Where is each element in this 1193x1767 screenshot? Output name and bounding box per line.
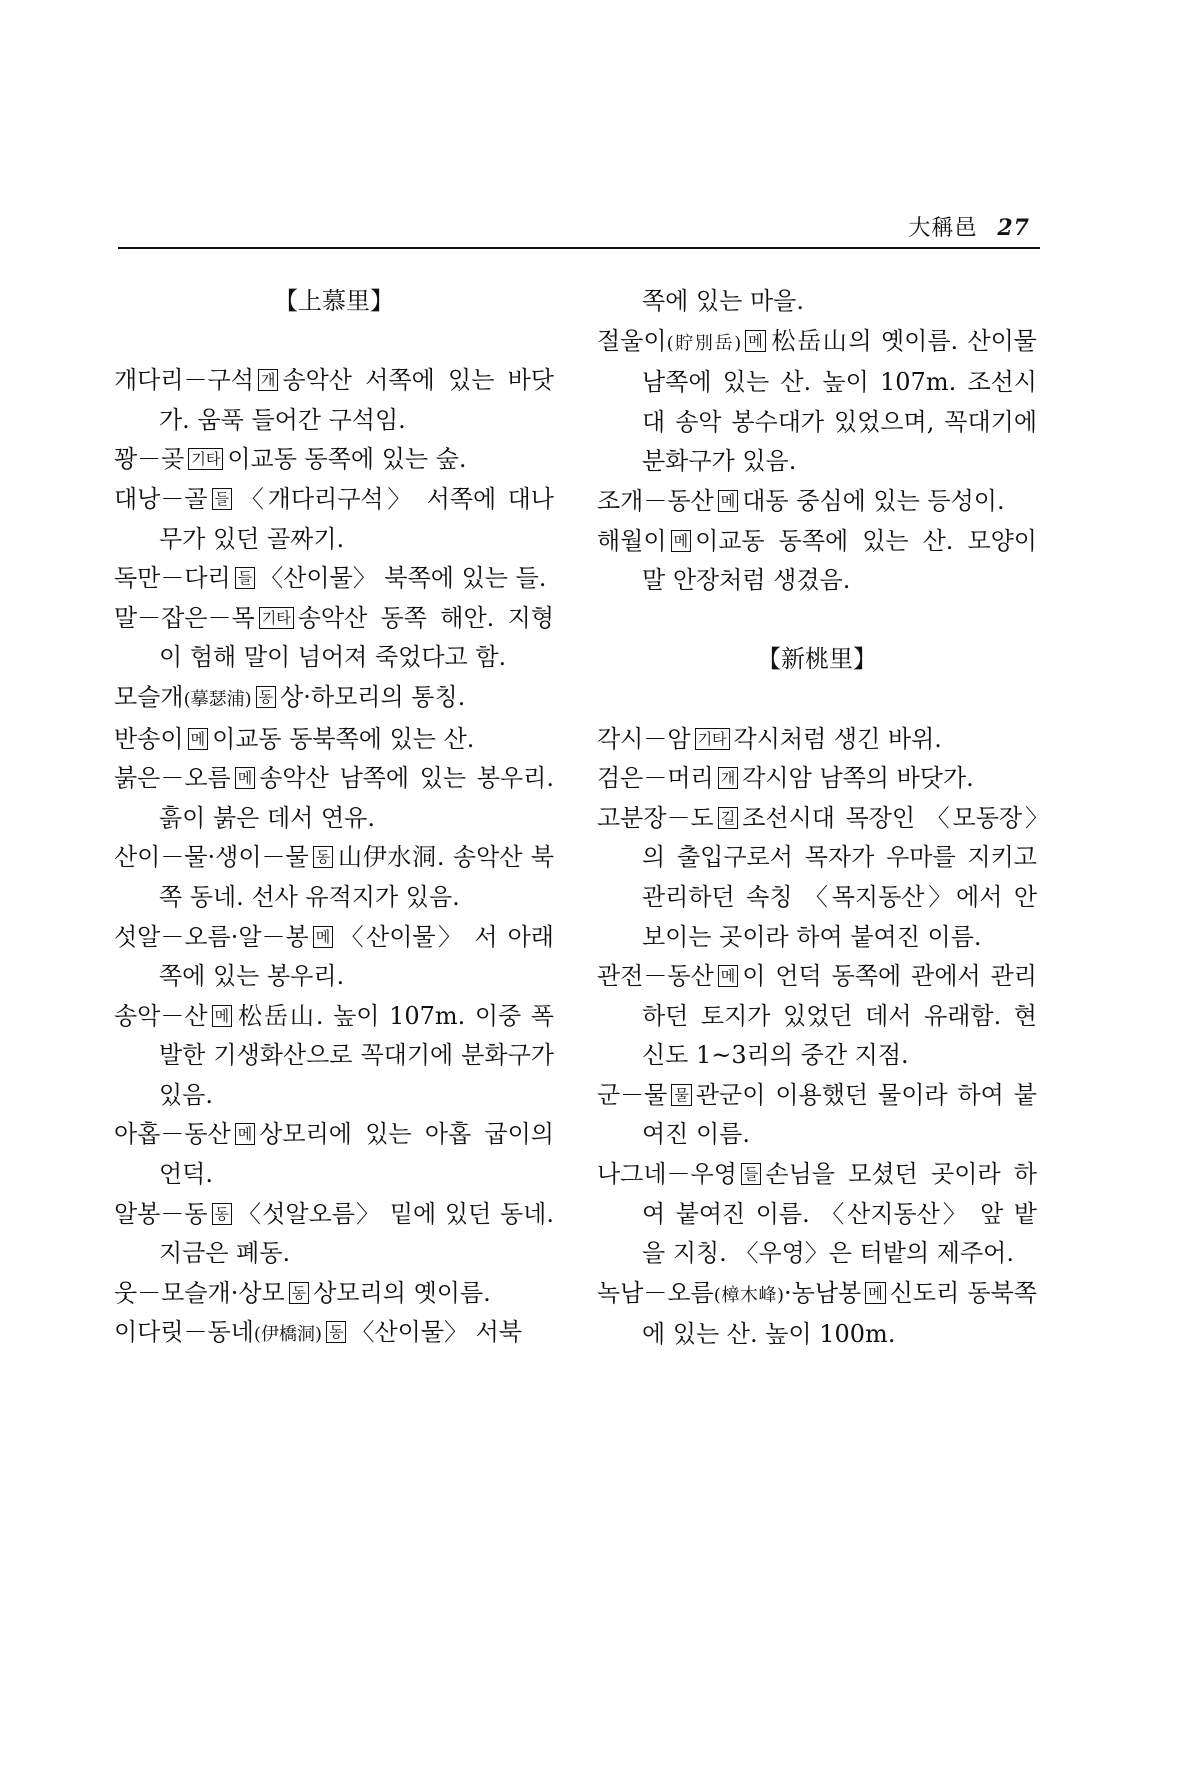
category-tag: 동 — [256, 686, 277, 708]
entry-hanja: (樟木峰) — [713, 1284, 785, 1306]
entry-headword: 조개－동산 — [597, 486, 714, 515]
gazetteer-entry — [597, 1076, 1037, 1155]
right-entry-list-bottom — [597, 720, 1037, 1356]
gazetteer-entry — [114, 918, 554, 997]
entry-hanja: (貯別岳) — [666, 332, 742, 354]
gazetteer-entry — [597, 759, 1037, 799]
entry-headword: 대낭－골 — [114, 484, 208, 513]
entry-description: 손님을 모셨던 곳이라 하여 붙여진 이름. 〈산지동산〉 앞 밭을 지칭. 〈우영〉은 터밭의 제주어. — [642, 1160, 1037, 1268]
spacer — [114, 322, 554, 362]
entry-headword: 독만－다리 — [114, 564, 231, 593]
category-tag: 들 — [741, 1163, 762, 1185]
gazetteer-entry — [114, 361, 554, 440]
gazetteer-entry — [114, 480, 554, 559]
category-tag: 동 — [212, 1203, 233, 1225]
entry-headword: 아홉－동산 — [114, 1120, 231, 1149]
continued-entry-text: 쪽에 있는 마을. — [642, 287, 804, 315]
section-title-sangmo: 【上慕里】 — [274, 287, 394, 315]
entry-description: 〈섯알오름〉 밑에 있던 동네. 지금은 폐동. — [159, 1199, 554, 1268]
gazetteer-entry — [597, 522, 1037, 601]
gazetteer-entry — [114, 678, 554, 720]
category-tag: 동 — [313, 846, 334, 868]
gazetteer-entry — [597, 1274, 1037, 1355]
category-tag: 메 — [745, 330, 766, 352]
gazetteer-entry — [114, 1274, 554, 1314]
entry-description: 이 언덕 동쪽에 관에서 관리하던 토지가 있었던 데서 유래함. 현 신도 1~3리의 중간 지점. — [642, 962, 1037, 1070]
gazetteer-entry — [114, 838, 554, 917]
category-tag: 메 — [313, 926, 334, 948]
entry-description: 〈산이물〉 북쪽에 있는 들. — [259, 564, 547, 593]
entry-description: 송악산 동쪽 해안. 지형이 험해 말이 넘어져 죽었다고 함. — [159, 603, 554, 672]
gazetteer-entry — [114, 559, 554, 599]
entry-description: 山伊水洞. 송악산 북쪽 동네. 선사 유적지가 있음. — [159, 843, 554, 911]
left-entry-list — [114, 361, 554, 1355]
entry-headword: 알봉－동 — [114, 1199, 208, 1228]
gazetteer-entry — [114, 997, 554, 1116]
entry-description: 신도리 동북쪽에 있는 산. 높이 100m. — [642, 1278, 1038, 1349]
category-tag: 물 — [671, 1084, 692, 1106]
gazetteer-entry — [597, 799, 1037, 957]
entry-description: 상모리에 있는 아홉 굽이의 언덕. — [159, 1120, 554, 1189]
page-header — [118, 205, 1040, 249]
entry-hanja: (伊橋洞) — [253, 1324, 322, 1346]
entry-description: 〈개다리구석〉 서쪽에 대나무가 있던 골짜기. — [159, 484, 554, 553]
entry-description: 송악산 남쪽에 있는 봉우리. 흙이 붉은 데서 연유. — [159, 764, 554, 832]
entry-headword: 섯알－오름·알－봉 — [114, 922, 309, 951]
gazetteer-entry — [597, 1155, 1037, 1274]
entry-description: 이교동 동쪽에 있는 산. 모양이 말 안장처럼 생겼음. — [642, 526, 1037, 595]
entry-description: 〈산이물〉 서북 — [350, 1318, 523, 1347]
entry-headword: 관전－동산 — [597, 962, 714, 991]
gazetteer-entry — [114, 720, 554, 760]
entry-headword: 해월이 — [597, 526, 667, 555]
category-tag: 메 — [671, 530, 692, 552]
entry-description: 松岳山. 높이 107m. 이중 폭발한 기생화산으로 꼭대기에 분화구가 있음. — [159, 1001, 554, 1109]
running-header — [908, 211, 1030, 242]
entry-headword: 산이－물·생이－물 — [114, 843, 309, 872]
entry-headword: 군－물 — [597, 1080, 668, 1109]
category-tag: 메 — [718, 965, 739, 987]
entry-headword: 고분장－도 — [597, 803, 714, 832]
gazetteer-entry — [597, 720, 1037, 760]
category-tag: 메 — [865, 1282, 886, 1304]
entry-headword: 반송이 — [114, 724, 184, 753]
category-tag: 길 — [718, 807, 739, 829]
entry-headword: 꽝－곶 — [114, 445, 185, 474]
entry-description: 조선시대 목장인 〈모동장〉의 출입구로서 목자가 우마를 지키고 관리하던 속칭 〈목지동산〉에서 안 보이는 곳이라 하여 붙여진 이름. — [642, 803, 1037, 951]
entry-description: 각시암 남쪽의 바닷가. — [742, 764, 974, 793]
entry-headword: 녹남－오름 — [597, 1278, 714, 1307]
entry-headword: 개다리－구석 — [114, 366, 254, 395]
entry-headword: 절울이 — [597, 326, 667, 355]
gazetteer-entry — [114, 440, 554, 480]
entry-description: 송악산 서쪽에 있는 바닷가. 움푹 들어간 구석임. — [159, 366, 554, 434]
spacer — [597, 680, 1037, 720]
gazetteer-entry — [114, 1313, 554, 1355]
category-tag: 기타 — [188, 448, 223, 470]
page-number: 27 — [997, 215, 1030, 241]
header-title: 大稱邑 — [908, 216, 978, 241]
entry-description: 각시처럼 생긴 바위. — [733, 724, 942, 753]
gazetteer-entry — [114, 1195, 554, 1274]
entry-description: 松岳山의 옛이름. 산이물 남쪽에 있는 산. 높이 107m. 조선시대 송악 봉수대가 있었으며, 꼭대기에 분화구가 있음. — [642, 326, 1037, 476]
gazetteer-entry — [114, 759, 554, 838]
category-tag: 메 — [235, 1123, 256, 1145]
entry-headword: 각시－암 — [597, 724, 691, 753]
category-tag: 들 — [235, 567, 256, 589]
spacer — [597, 601, 1037, 641]
entry-hanja: (摹瑟浦) — [183, 688, 252, 710]
entry-description: 대동 중심에 있는 등성이. — [742, 486, 1005, 515]
gazetteer-entry — [597, 957, 1037, 1076]
category-tag: 메 — [235, 767, 256, 789]
entry-description: 이교동 동쪽에 있는 숲. — [227, 445, 467, 474]
left-column — [114, 282, 554, 1355]
entry-headword-alt: ·농남봉 — [784, 1278, 862, 1307]
entry-description: 상모리의 옛이름. — [313, 1278, 491, 1307]
entry-headword: 나그네－우영 — [597, 1160, 737, 1189]
category-tag: 메 — [212, 1005, 233, 1027]
entry-description: 상·하모리의 통칭. — [280, 682, 466, 711]
gazetteer-entry — [597, 322, 1037, 482]
category-tag: 동 — [289, 1282, 310, 1304]
entry-headword: 검은－머리 — [597, 764, 714, 793]
gazetteer-entry — [114, 599, 554, 678]
entry-description: 이교동 동북쪽에 있는 산. — [212, 724, 475, 753]
entry-description: 〈산이물〉 서 아래쪽에 있는 봉우리. — [159, 922, 554, 991]
right-entry-list-top — [597, 322, 1037, 601]
entry-headword: 모슬개 — [114, 682, 184, 711]
entry-description: 관군이 이용했던 물이라 하여 붙여진 이름. — [642, 1080, 1037, 1149]
category-tag: 기타 — [259, 607, 294, 629]
entry-headword: 이다릿－동네 — [114, 1318, 254, 1347]
category-tag: 메 — [718, 490, 739, 512]
category-tag: 동 — [326, 1321, 347, 1343]
category-tag: 개 — [718, 767, 739, 789]
gazetteer-entry — [597, 482, 1037, 522]
right-column — [597, 282, 1037, 1355]
category-tag: 들 — [212, 488, 233, 510]
entry-headword: 웃－모슬개·상모 — [114, 1278, 285, 1307]
category-tag: 기타 — [695, 728, 730, 750]
entry-headword: 송악－산 — [114, 1001, 208, 1030]
entry-headword: 말－잡은－목 — [114, 603, 255, 632]
category-tag: 개 — [258, 369, 279, 391]
entry-headword: 붉은－오름 — [114, 764, 231, 793]
category-tag: 메 — [188, 728, 209, 750]
gazetteer-entry — [114, 1115, 554, 1194]
section-title-sindo: 【新桃里】 — [757, 645, 877, 674]
